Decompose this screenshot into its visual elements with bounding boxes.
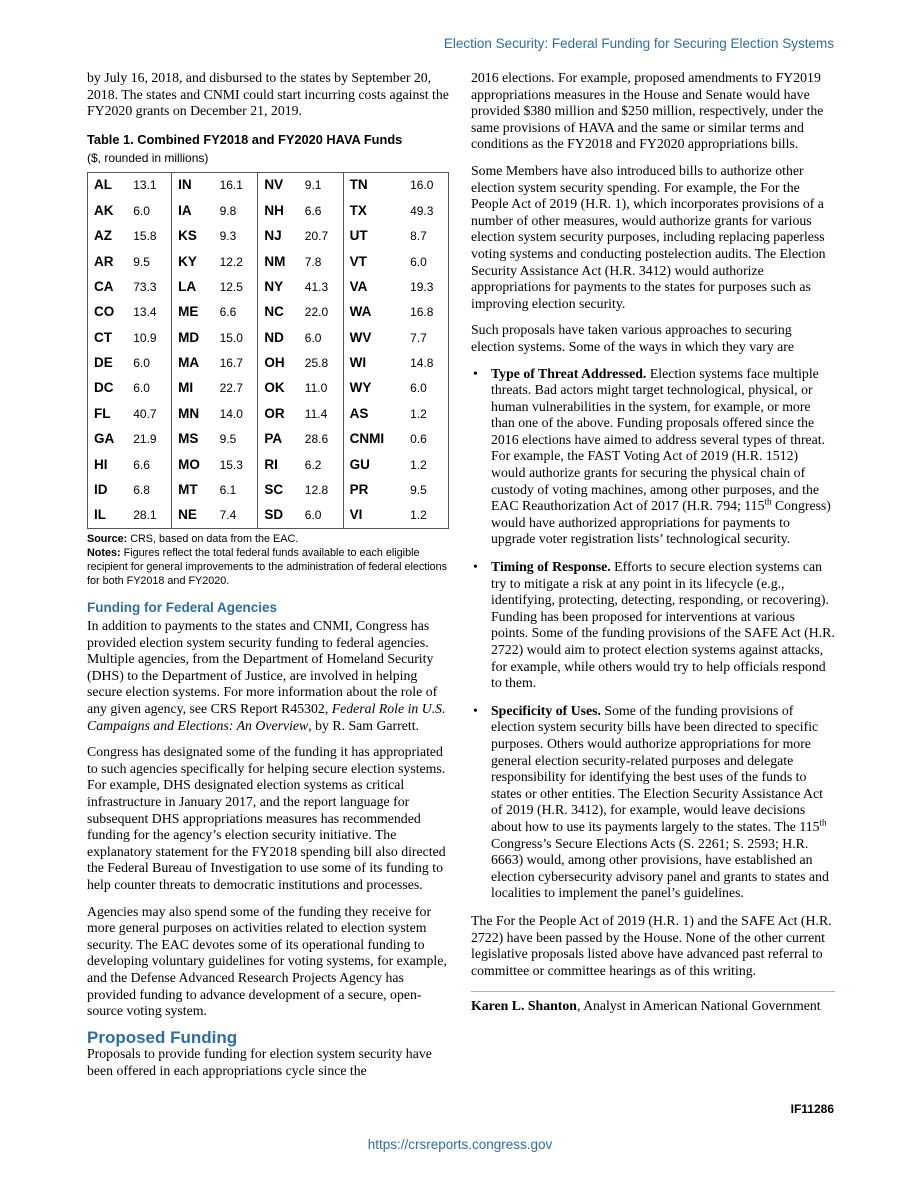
state-amount: 25.8 (304, 356, 329, 371)
state-code: NC (258, 300, 299, 325)
bullet-icon: • (473, 365, 478, 381)
state-amount: 22.0 (304, 305, 329, 320)
final-paragraph: The For the People Act of 2019 (H.R. 1) and the SAFE Act (H.R. 2722) have been passed by the House. None of the other current legislative proposals listed above have advanced past referral to committee or committee hearings as of this writing. (471, 912, 832, 978)
state-code: GU (343, 452, 404, 477)
author-line (471, 998, 835, 1015)
state-code: VI (343, 503, 404, 529)
state-amount: 12.5 (219, 279, 243, 294)
state-amount: 13.4 (133, 305, 157, 320)
state-amount: 6.1 (219, 483, 237, 498)
state-code: TN (343, 172, 404, 198)
general-purposes-paragraph: Agencies may also spend some of the funding they receive for more general purposes on activities related to election system security. The EAC devotes some of its operational funding to developing voluntary guidelines for voting systems, for example, and the Defense Advanced Research Projects Agency has provided funding to advance development of a secure, open-source voting system. (87, 903, 447, 1019)
state-amount: 7.4 (219, 508, 237, 523)
state-amount: 14.8 (410, 356, 434, 371)
state-amount: 9.8 (219, 203, 237, 218)
right-column (471, 70, 835, 1025)
state-amount: 12.8 (304, 483, 329, 498)
state-code: NY (258, 275, 299, 300)
state-amount: 1.2 (410, 457, 427, 472)
agencies-paragraph: In addition to payments to the states and CNMI, Congress has provided election system security funding to federal agencies. Multiple agencies, from the Department of Homeland Security (DHS) to the Department of Justice, are involved in helping secure election systems. For more information about the role of any given agency, see CRS Report R45302, Federal Role in U.S. Campaigns and Elections: An Overview, by R. Sam Garrett. (87, 618, 446, 733)
state-code: AS (343, 401, 404, 426)
state-amount: 10.9 (133, 330, 157, 345)
proposed-paragraph: Proposals to provide funding for election system security have been offered in each appropriations cycle since the (87, 1046, 432, 1078)
state-amount: 41.3 (304, 279, 329, 294)
state-code: WV (343, 325, 404, 350)
state-code: UT (343, 224, 404, 249)
state-code: KS (172, 224, 214, 249)
state-amount: 1.2 (410, 508, 427, 523)
source-text: CRS, based on data from the EAC. (130, 533, 299, 546)
state-code: WI (343, 351, 404, 376)
state-amount: 20.7 (304, 229, 329, 244)
running-header: Election Security: Federal Funding for Securing Election Systems (443, 36, 834, 51)
state-amount: 9.3 (219, 229, 237, 244)
state-code: NJ (258, 224, 299, 249)
state-code: AK (94, 202, 114, 218)
state-code: WY (343, 376, 404, 401)
state-amount: 12.2 (219, 254, 243, 269)
state-code: CA (94, 278, 114, 294)
table-row (88, 300, 449, 325)
state-amount: 15.0 (219, 330, 243, 345)
state-code: NE (172, 503, 214, 529)
table-row (88, 478, 449, 503)
list-item-specificity: • Specificity of Uses. Some of the funding provisions of election system security bills have been directed to specific purposes. Others would authorize appropriations for more general election security-related purposes and delegate responsibility for identifying the best uses of the funds to states or other entities. The Election Security Assistance Act of 2019 (H.R. 3412), for example, would leave decisions about how to use its payments largely to the states. The 115th Congress’s Secure Elections Acts (S. 2261; S. 2593; H.R. 6663) would, among other provisions, have established an election cybersecurity advisory panel and grants to states and localities to implement the panel’s guidelines. (473, 702, 829, 901)
state-amount: 6.0 (410, 381, 427, 396)
table-row (88, 351, 449, 376)
state-code: HI (94, 456, 108, 472)
heading-federal-agencies: Funding for Federal Agencies (87, 600, 278, 616)
state-amount: 11.4 (304, 406, 328, 421)
state-code: MO (172, 452, 214, 477)
state-amount: 6.6 (133, 457, 150, 472)
state-code: ND (258, 325, 299, 350)
table-row (88, 249, 449, 274)
state-code: MN (172, 401, 214, 426)
state-code: PR (343, 478, 404, 503)
table-row (88, 401, 449, 426)
state-amount: 9.5 (410, 483, 427, 498)
state-code: OK (258, 376, 299, 401)
state-amount: 9.5 (133, 254, 150, 269)
table-notes (87, 546, 449, 588)
state-amount: 40.7 (133, 406, 157, 421)
table-row (88, 427, 449, 452)
table-row (88, 452, 449, 477)
state-code: SD (258, 503, 299, 529)
state-code: OH (258, 351, 299, 376)
state-code: RI (258, 452, 299, 477)
state-amount: 21.9 (133, 432, 157, 447)
table-row (88, 275, 449, 300)
notes-label: Notes: (87, 547, 121, 560)
notes-text: Figures reflect the total federal funds available to each eligible recipient for general improvements to the administration of federal elections for both FY2018 and FY2020. (87, 547, 448, 588)
table-row (88, 198, 449, 223)
state-code: MI (172, 376, 214, 401)
state-code: NV (258, 172, 299, 198)
state-code: NM (258, 249, 299, 274)
author-divider (471, 991, 835, 992)
state-code: MA (172, 351, 214, 376)
approaches-paragraph: Such proposals have taken various approaches to securing election systems. Some of the ways in which they vary are (471, 322, 794, 354)
state-amount: 28.6 (304, 432, 329, 447)
state-code: ID (94, 482, 108, 498)
state-amount: 14.0 (219, 406, 243, 421)
state-amount: 15.8 (133, 229, 157, 244)
hava-funds-table (87, 172, 449, 529)
state-amount: 6.0 (133, 381, 150, 396)
state-code: FL (94, 405, 111, 421)
list-item-timing: • Timing of Response. Efforts to secure election systems can try to mitigate a risk at any point in its lifecycle (e.g., identifying, protecting, detecting, responding, or recovering). Funding has been proposed for interventions at various points. Some of the funding provisions of the SAFE Act (H.R. 2722) would aim to protect election systems against attacks, for example, while others would try to help officials respond to them. (473, 559, 835, 691)
state-amount: 6.6 (304, 203, 322, 218)
footer-link[interactable]: https://crsreports.congress.gov (367, 1137, 553, 1152)
state-code: SC (258, 478, 299, 503)
state-code: MD (172, 325, 214, 350)
members-paragraph: Some Members have also introduced bills to authorize other election system security spending. For example, the For the People Act of 2019 (H.R. 1), which incorporates provisions of a number of other measures, would authorize grants for various election system security purposes, including replacing paperless voting systems and conducting postelection audits. The Election Security Assistance Act (H.R. 3412) would authorize appropriations for payments to the states for purposes such as improving election security. (471, 162, 826, 311)
table-row (88, 172, 449, 198)
state-amount: 16.8 (410, 305, 434, 320)
state-amount: 0.6 (410, 432, 427, 447)
report-title-link: Federal Role in U.S. Campaigns and Elections: An Overview (87, 701, 446, 733)
state-amount: 11.0 (304, 381, 328, 396)
state-amount: 6.0 (304, 508, 322, 523)
state-amount: 73.3 (133, 279, 157, 294)
state-amount: 49.3 (410, 203, 434, 218)
approaches-list (471, 366, 835, 902)
state-code: WA (343, 300, 404, 325)
document-id: IF11286 (790, 1102, 834, 1116)
state-code: TX (343, 198, 404, 223)
table-subtitle: ($, rounded in millions) (87, 151, 209, 166)
state-amount: 6.6 (219, 305, 237, 320)
list-item-threat: • Type of Threat Addressed. Election systems face multiple threats. Bad actors might target technological, physical, or human vulnerabilities in the system, for example, or more than one of the above. Funding proposals offered since the 2016 elections have aimed to address several types of threat. For example, the FAST Voting Act of 2019 (H.R. 1512) would authorize grants for securing the physical chain of custody of voting machines, among other purposes, and the EAC Reauthorization Act of 2017 (H.R. 794; 115th Congress) would have authorized appropriations for payments to upgrade voter registration lists’ technological security. (473, 365, 831, 547)
state-amount: 16.0 (410, 178, 434, 193)
table-row (88, 325, 449, 350)
author-name: Karen L. Shanton (471, 998, 577, 1014)
state-amount: 6.0 (133, 356, 150, 371)
state-amount: 9.1 (304, 178, 322, 193)
state-amount: 8.7 (410, 229, 427, 244)
state-code: NH (258, 198, 299, 223)
state-amount: 15.3 (219, 457, 243, 472)
state-amount: 6.0 (410, 254, 427, 269)
author-role: , Analyst in American National Government (576, 998, 821, 1014)
state-code: VT (343, 249, 404, 274)
state-code: MS (172, 427, 214, 452)
state-code: DE (94, 355, 113, 371)
heading-proposed-funding: Proposed Funding (87, 1027, 238, 1047)
state-amount: 22.7 (219, 381, 243, 396)
state-code: AL (94, 177, 112, 193)
state-code: IN (172, 172, 214, 198)
state-code: LA (172, 275, 214, 300)
state-amount: 6.2 (304, 457, 322, 472)
bullet-icon: • (473, 702, 478, 718)
intro-paragraph: by July 16, 2018, and disbursed to the states by September 20, 2018. The states and CNMI could start incurring costs against the FY2020 grants on December 21, 2019. (87, 70, 449, 119)
state-code: MT (172, 478, 214, 503)
state-code: ME (172, 300, 214, 325)
state-code: CT (94, 329, 112, 345)
state-code: VA (343, 275, 404, 300)
continued-paragraph: 2016 elections. For example, proposed amendments to FY2019 appropriations measures in the House and Senate would have provided $380 million and $250 million, respectively, under the same provisions of HAVA and the same or similar terms and conditions as the FY2018 and FY2020 appropriations bills. (471, 70, 824, 152)
state-code: OR (258, 401, 299, 426)
table-row (88, 376, 449, 401)
state-amount: 28.1 (133, 508, 157, 523)
state-code: PA (258, 427, 299, 452)
state-code: IA (172, 198, 214, 223)
state-code: GA (94, 431, 115, 447)
table-row (88, 224, 449, 249)
state-amount: 6.0 (133, 203, 150, 218)
state-amount: 13.1 (133, 178, 157, 193)
state-amount: 6.0 (304, 330, 322, 345)
left-column (87, 70, 449, 1089)
bullet-icon: • (473, 559, 478, 575)
designated-paragraph: Congress has designated some of the funding it has appropriated to such agencies specifically for helping secure election systems. For example, DHS designated election systems as critical infrastructure in January 2017, and the report language for subsequent DHS appropriations measures has recommended funding for the agency’s election security initiative. The explanatory statement for the FY2018 spending bill also directed the Federal Bureau of Investigation to use some of its funding to help counter threats to democratic institutions and processes. (87, 744, 446, 892)
table-title: Table 1. Combined FY2018 and FY2020 HAVA Funds (87, 131, 403, 147)
source-label: Source: (87, 533, 128, 546)
state-amount: 7.7 (410, 330, 427, 345)
state-amount: 16.7 (219, 356, 243, 371)
state-amount: 1.2 (410, 406, 427, 421)
state-code: DC (94, 380, 114, 396)
state-amount: 9.5 (219, 432, 237, 447)
table-row (88, 503, 449, 529)
state-amount: 19.3 (410, 279, 434, 294)
state-amount: 6.8 (133, 483, 150, 498)
state-code: KY (172, 249, 214, 274)
state-code: CO (94, 304, 115, 320)
state-code: CNMI (343, 427, 404, 452)
state-amount: 7.8 (304, 254, 322, 269)
state-code: AR (94, 253, 114, 269)
state-amount: 16.1 (219, 178, 243, 193)
state-code: IL (94, 507, 106, 523)
state-code: AZ (94, 228, 112, 244)
table-source (87, 532, 449, 546)
